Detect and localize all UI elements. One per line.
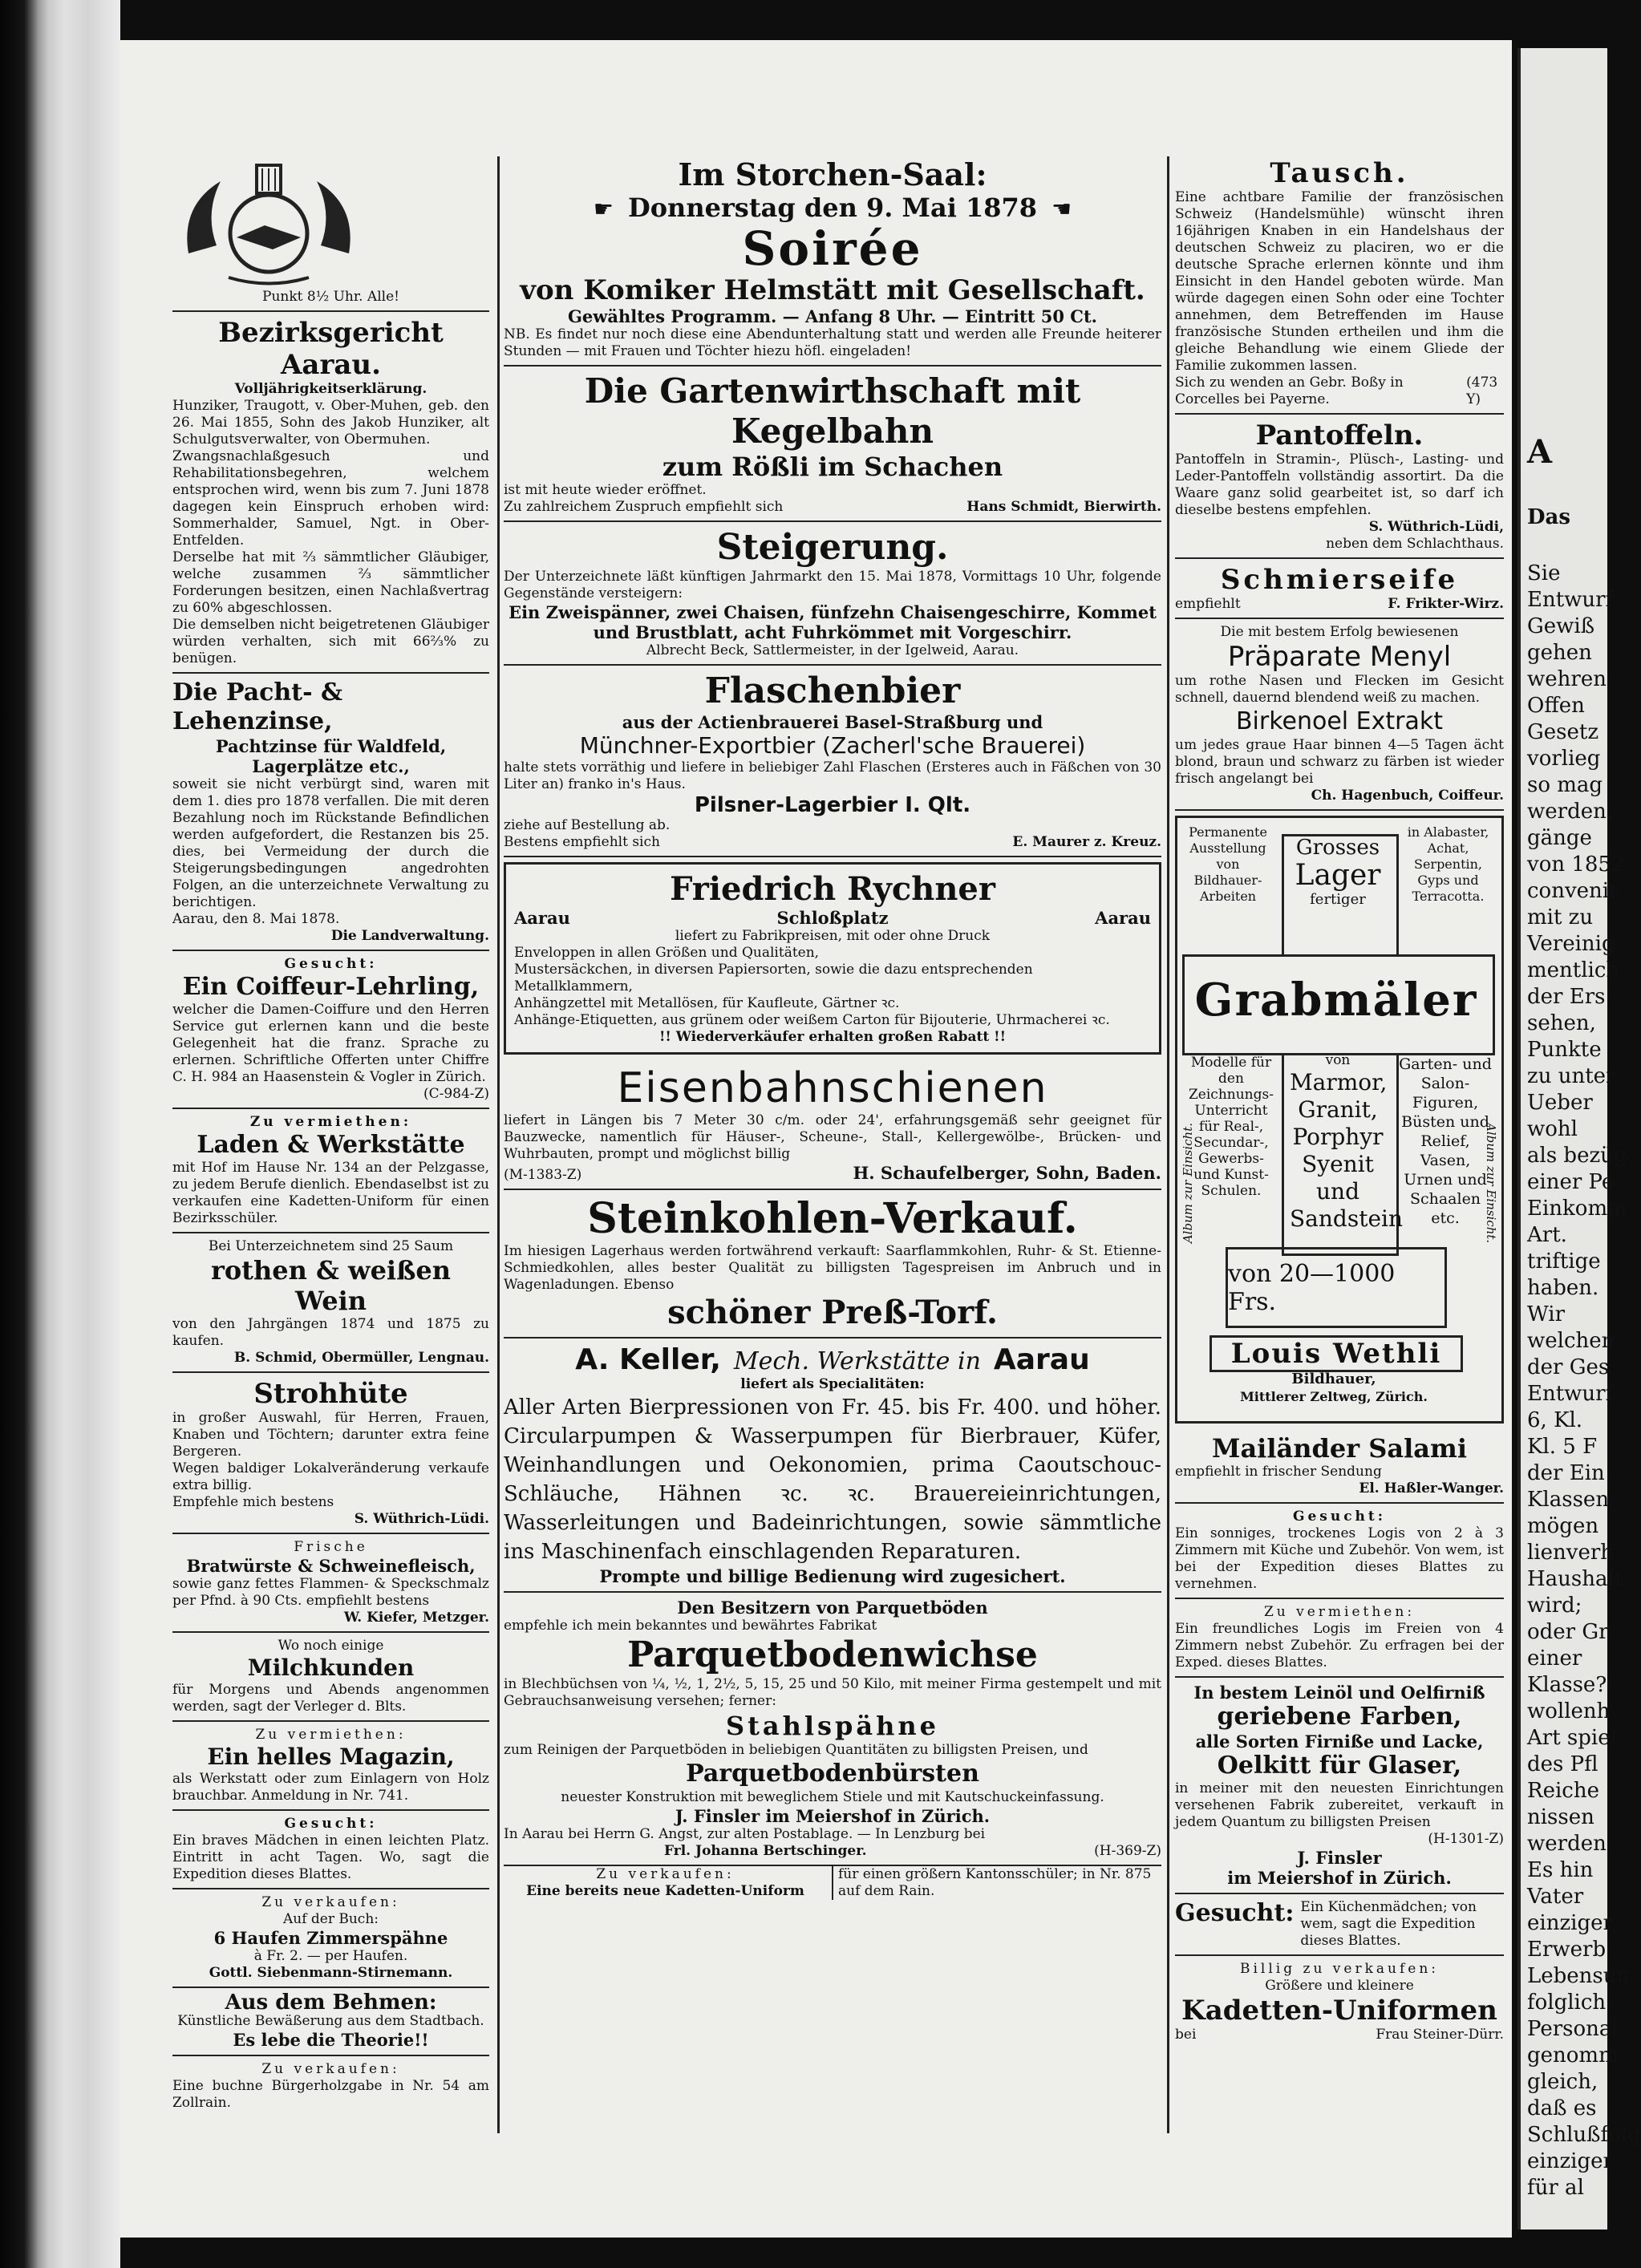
column-rule-right [1167,156,1169,2133]
next-page-fragment: werden [1527,1832,1607,1856]
rychner-text-1: liefert zu Fabrikpreisen, mit oder ohne Druck [675,928,991,944]
column-b [504,152,1161,1900]
keller-foot: Prompte und billige Bedienung wird zugesichert. [599,1566,1066,1586]
grab-top-mid-3: fertiger [1310,891,1366,908]
next-page-fragment: Vater [1527,1885,1584,1909]
storchen-ad [504,152,1161,367]
bottom-split-ad [504,1866,1161,1900]
schmierseife-title: Schmierseife [1220,564,1459,596]
verkaufen-heading-2: Zu verkaufen: [261,2061,400,2077]
parquet-intro: Den Besitzern von Parquetböden [677,1598,988,1618]
next-page-fragment: Schlußfolg [1527,2123,1641,2147]
steigerung-sign: Albrecht Beck, Sattlermeister, in der Igelweid, Aarau. [646,642,1019,658]
next-page-fragment: gänge [1527,826,1592,850]
flaschenbier-text-2: ziehe auf Bestellung ab. [504,817,671,833]
gesucht-heading: Gesucht: [284,956,378,972]
next-page-fragment: Art spiel [1527,1726,1617,1750]
keller-text: Aller Arten Bierpressionen von Fr. 45. bis Fr. 400. und höher. Circularpumpen & Wasserpumpen für Bierbrauer, Küfer, Weinhandlungen und Oekonomien, prima Caoutschouc-Schläuche, Hähnen ꝛc. ꝛc. Brauereieinrichtungen, Wasserleitungen und Badeinrichtungen, sowie sämmtliche ins Maschinenfach einschlagenden Reparaturen. [504,1395,1161,1564]
grab-job: Bildhauer, [1291,1371,1376,1387]
milch-intro: Wo noch einige [278,1638,384,1654]
next-page-fragment: mit zu [1527,905,1594,929]
rychner-title: Friedrich Rychner [670,870,995,908]
farben-text: in meiner mit den neuesten Einrichtungen versehenen Fabrik zubereitet, verkauft in jedem Quantum zu billigsten Preisen [1175,1780,1504,1830]
next-page-fragment: Es hin [1527,1858,1594,1882]
keller-name: A. Keller, [575,1343,721,1376]
farben-sign-2: im Meiershof in Zürich. [1227,1868,1452,1888]
next-page-fragment: oder Gr [1527,1620,1609,1644]
next-page-fragment: Wir [1527,1302,1566,1326]
pointing-hand-icon: ☛ [593,196,614,222]
tausch-title: Tausch. [1270,157,1409,189]
handshake-emblem-icon [172,157,365,286]
grab-mid-mid: Marmor, Granit, Porphyr Syenit und Sandstein [1290,1069,1404,1232]
stroh-text-3: Empfehle mich bestens [172,1494,334,1510]
bezirk-title: Bezirksgericht Aarau. [218,317,444,381]
pantoffeln-sign-2: neben dem Schlachthaus. [1326,536,1504,552]
next-page-fragment: einziger [1527,2149,1613,2173]
wein-sign: B. Schmid, Obermüller, Lengnau. [233,1350,489,1366]
logis-gesucht-ad [1175,1504,1504,1599]
next-page-fragment: Kl. 5 F [1527,1435,1598,1459]
farben-intro: In bestem Leinöl und Oelfirniß [1193,1683,1485,1703]
wein-ad [172,1233,489,1373]
flaschenbier-pils: Pilsner-Lagerbier I. Qlt. [694,793,971,817]
next-page-fragment: sehen, [1527,1011,1596,1035]
next-page-fragment: zu unter [1527,1064,1616,1088]
next-page-fragment: einer Pe [1527,1170,1615,1194]
brat-text: sowie ganz fettes Flammen- & Speckschmalz per Pfnd. à 90 Cts. empfiehlt bestens [172,1576,489,1609]
garten-text: ist mit heute wieder eröffnet. [504,482,707,498]
farben-sub: alle Sorten Firniße und Lacke, [1195,1731,1484,1752]
brat-title: Bratwürste & Schweinefleisch, [186,1556,476,1576]
next-page-fragment: des Pfl [1527,1752,1598,1776]
zimmer-intro: Auf der Buch: [282,1911,379,1927]
next-page-fragment: Lebensun [1527,1964,1631,1988]
eisenbahn-text: liefert in Längen bis 7 Meter 30 c/m. oder 24', erfahrungsgemäß sehr geeignet für Bauzwecke, namentlich für Häuser-, Scheune-, Stall-, Kellergewölbe-, Brücken- und Wuhrbauten, prompt und möglichst billig [504,1112,1161,1162]
pacht-date: Aarau, den 8. Mai 1878. [172,911,340,927]
milch-text: für Morgens und Abends angenommen werden, sagt der Verleger d. Blts. [172,1682,489,1715]
soiree-title: Soirée [742,221,923,276]
next-page-fragment: gleich, [1527,2070,1598,2094]
next-page-fragment: Gewiß [1527,614,1595,638]
vermiethen-heading: Zu vermiethen: [249,1114,412,1130]
grab-addr: Mittlerer Zeltweg, Zürich. [1240,1389,1428,1404]
next-page-fragment: vorlieg [1527,747,1601,771]
next-page-fragment: für al [1527,2176,1584,2200]
komiker-line: von Komiker Helmstätt mit Gesellschaft. [520,274,1145,306]
pantoffeln-text: Pantoffeln in Stramin-, Plüsch-, Lasting- und Leder-Pantoffeln vollständig assortirt. Da die Waare ganz solid gearbeitet ist, so darf ich dieselbe bestens empfehlen. [1175,452,1504,518]
steigerung-ad [504,522,1161,666]
tausch-code: (473 Y) [1466,375,1498,407]
rychner-foot: !! Wiederverkäufer erhalten großen Rabatt !! [658,1029,1007,1045]
stroh-title: Strohhüte [253,1378,408,1410]
steinkohlen-torf: schöner Preß-Torf. [667,1294,998,1331]
stroh-text-2: Wegen baldiger Lokalveränderung verkaufe extra billig. [172,1460,489,1493]
next-page-fragment: Sie [1527,561,1561,585]
verkaufen-heading: Zu verkaufen: [261,1894,400,1910]
column-rule-left [497,156,500,2133]
flaschenbier-text: halte stets vorräthig und liefere in beliebiger Zahl Flaschen (Ersteres auch in Fäßchen von 30 Liter an) franko in's Haus. [504,759,1161,792]
laden-ad [172,1109,489,1233]
farben-title: geriebene Farben, [1217,1703,1462,1731]
vermiethen-heading-2: Zu vermiethen: [255,1727,407,1743]
steinkohlen-text: Im hiesigen Lagerhaus werden fortwährend verkauft: Saarflammkohlen, Ruhr- & St. Etienne-Schmiedkohlen, alles bester Qualität zu billigsten Tagespreisen im Anbruch und in Wagenladungen. Ebenso [504,1243,1161,1293]
kadetten-intro-2: Größere und kleinere [1265,1978,1414,1994]
birkenoel-title: Birkenoel Extrakt [1235,707,1444,735]
milch-title: Milchkunden [247,1654,415,1681]
next-page-fragment: Einkomm [1527,1197,1627,1221]
grab-price: von 20—1000 Frs. [1226,1247,1447,1328]
book-gutter [0,0,120,2268]
stahl-title: Stahlspähne [725,1711,940,1741]
zimmer-title: 6 Haufen Zimmerspähne [213,1928,448,1948]
burst-code: (H-369-Z) [1094,1843,1161,1859]
steigerung-items: Ein Zweispänner, zwei Chaisen, fünfzehn Chaisengeschirre, Kommet und Brustblatt, acht Fuhrkömmet mit Vorgeschirr. [509,602,1157,642]
milch-ad [172,1633,489,1722]
next-page-fragment: convenir [1527,879,1619,903]
brat-ad [172,1534,489,1633]
next-page-fragment: lienverh [1527,1541,1615,1565]
burst-aarau: In Aarau bei Herrn G. Angst, zur alten Postablage. — In Lenzburg bei [504,1826,986,1842]
farben-code: (H-1301-Z) [1428,1831,1504,1847]
next-page-fragment: Ueber [1527,1091,1593,1115]
bottom-left-text: Eine bereits neue Kadetten-Uniform [526,1883,804,1899]
magazin-text: als Werkstatt oder zum Einlagern von Holz brauchbar. Anmeldung in Nr. 741. [172,1771,489,1804]
next-page-fragment: von 1852 [1527,853,1625,877]
garten-sign: Hans Schmidt, Bierwirth. [966,499,1161,515]
logis-vermiethen-ad [1175,1599,1504,1678]
rychner-left: Aarau [514,908,570,928]
tausch-text: Eine achtbare Familie der französischen Schweiz (Handelsmühle) wünscht ihren 16jährigen Knaben in ein Handelshaus der deutschen Schweiz zu placiren, wo er die deutsche Sprache erlernen könnte und ihm Einsicht in den Handel geboten würde. Man würde dagegen einen Sohn oder eine Tochter annehmen, dem Betreffenden im Hause französische Stunden ertheilen und ihm die gleiche Behandlung wie einem Gliede der Familie zukommen lassen. [1175,189,1504,374]
flaschenbier-sub: aus der Actienbrauerei Basel-Straßburg und [622,712,1043,732]
steinkohlen-title: Steinkohlen-Verkauf. [587,1194,1078,1243]
farben-sign: J. Finsler [1297,1848,1382,1868]
next-page-fragment: 6, Kl. [1527,1408,1583,1432]
grab-side-right: Album zur Einsicht. [1484,1123,1498,1244]
next-page-fragment: Gesetz [1527,720,1599,744]
keller-mid: Mech. Werkstätte in [733,1347,981,1375]
next-page-fragment: der Ers [1527,985,1606,1009]
next-page-fragment: gehen [1527,641,1592,665]
rychner-ad [504,862,1161,1055]
zimmer-price: à Fr. 2. — per Haufen. [253,1948,408,1964]
flaschenbier-title: Flaschenbier [704,670,961,711]
next-page-fragment: wehren [1527,667,1607,691]
zwangs-text-3: Die demselben nicht beigetretenen Gläubiger würden verhalten, sich mit 66⅔% zu benügen. [172,617,489,666]
grab-mid-right: Garten- und Salon-Figuren, Büsten und Relief, Vasen, Urnen und Schaalen etc. [1399,1055,1492,1227]
column-a [172,152,489,2116]
garten-title: Die Gartenwirthschaft mit Kegelbahn [584,371,1081,451]
behmen-text-2: Es lebe die Theorie!! [233,2030,429,2050]
schmierseife-ad [1175,559,1504,619]
kadetten-ad [1175,1956,1504,2048]
coiffeur-ad [172,951,489,1109]
next-page-fragment: der Ein [1527,1461,1605,1485]
pacht-title: Die Pacht- & Lehenzinse, [172,678,343,735]
next-page-fragment: Vereinig [1527,932,1615,956]
next-page-fragment: A [1527,433,1553,471]
next-page-fragment: triftige [1527,1249,1601,1274]
coiffeur-code: (C-984-Z) [423,1086,489,1102]
parquet-text: in Blechbüchsen von ¼, ½, 1, 2½, 5, 15, 25 und 50 Kilo, mit meiner Firma gestempelt und mit Gebrauchsanweisung versehen; ferner: [504,1676,1161,1709]
parquet-intro-2: empfehle ich mein bekanntes und bewährtes Fabrikat [504,1618,877,1634]
schmierseife-text: empfiehlt [1175,596,1241,612]
storchen-date: Donnerstag den 9. Mai 1878 [627,192,1038,223]
bezirk-sub: Volljährigkeitserklärung. [234,381,427,397]
rychner-right: Aarau [1095,908,1151,928]
kadetten-intro: Billig zu verkaufen: [1239,1961,1440,1977]
kadetten-sign: Frau Steiner-Dürr. [1376,2027,1504,2043]
next-page-fragment: Punkte [1527,1038,1602,1062]
next-page-fragment: mögen [1527,1514,1599,1538]
next-page-fragment: Entwurf [1527,1382,1614,1406]
menyl-ad [1175,619,1504,811]
parquet-ad [504,1593,1161,1866]
flaschenbier-sub-2: Münchner-Exportbier (Zacherl'sche Brauerei) [579,732,1086,759]
keller-sub: liefert als Specialitäten: [740,1376,925,1392]
salami-ad [1175,1428,1504,1504]
tausch-text-2: Sich zu wenden an Gebr. Boßy in Corcelles bei Payerne. [1175,375,1404,407]
grabmaeler-ad [1175,816,1504,1424]
pantoffeln-ad [1175,415,1504,559]
next-page-fragment: einziger [1527,1911,1613,1935]
gesucht-heading-3: Gesucht: [1292,1509,1387,1525]
next-page-fragment: welchen [1527,1329,1615,1353]
wein-intro: Bei Unterzeichnetem sind 25 Saum [208,1238,454,1254]
menyl-title: Präparate Menyl [1227,641,1452,673]
kadetten-title: Kadetten-Uniformen [1181,1995,1497,2027]
pantoffeln-title: Pantoffeln. [1255,419,1424,452]
next-page-fragment: wohl [1527,1117,1578,1141]
parquet-title: Parquetbodenwichse [627,1634,1038,1675]
next-page-fragment: wird; [1527,1594,1582,1618]
salami-sign: El. Haßler-Wanger. [1359,1480,1504,1496]
eisenbahn-title: Eisenbahnschienen [617,1064,1048,1112]
flaschenbier-sign: E. Maurer z. Kreuz. [1012,834,1161,850]
stroh-ad [172,1373,489,1534]
grab-mid-left: Modelle für den Zeichnungs-Unterricht für Real-, Secundar-, Gewerbs- und Kunst-Schulen. [1189,1055,1274,1199]
kuechen-text: Ein Küchenmädchen; von wem, sagt die Expedition dieses Blattes. [1300,1899,1477,1949]
storchen-title: Im Storchen-Saal: [678,156,987,192]
coiffeur-title: Ein Coiffeur-Lehrling, [182,973,480,1001]
vermiethen-text: Ein freundliches Logis im Freien von 4 Zimmern nebst Zubehör. Zu erfragen bei der Exped. dieses Blattes. [1175,1621,1504,1671]
stroh-sign: S. Wüthrich-Lüdi. [354,1511,489,1527]
kuechen-ad [1175,1894,1504,1956]
next-page-fragment: Klassen [1527,1488,1610,1512]
steigerung-title: Steigerung. [716,527,949,568]
next-page-fragment: folglich [1527,1991,1607,2015]
salami-title: Mailänder Salami [1212,1433,1467,1464]
magazin-ad [172,1722,489,1811]
laden-title: Laden & Werkstätte [197,1131,465,1159]
farben-sub-2: Oelkitt für Glaser, [1217,1752,1462,1780]
zimmer-sign: Gottl. Siebenmann-Stirnemann. [209,1965,453,1981]
next-page-fragment: Personal [1527,2017,1619,2041]
next-page-fragment: mentlich [1527,958,1620,982]
rychner-text-4: Anhängzettel mit Metallösen, für Kaufleute, Gärtner ꝛc. [514,995,900,1011]
bottom-right-text: für einen größern Kantonsschüler; in Nr. 875 auf dem Rain. [838,1866,1152,1899]
next-page-fragment: Entwurf [1527,588,1614,612]
maedchen-text: Ein braves Mädchen in einen leichten Platz. Eintritt in acht Tagen. Wo, sagt die Expedition dieses Blattes. [172,1833,489,1882]
next-page-fragment: Art. [1527,1223,1567,1247]
pacht-sign: Die Landverwaltung. [330,928,489,944]
next-page-fragment: der Ges [1527,1355,1610,1379]
next-page-fragment: Haushalt [1527,1567,1623,1591]
menyl-intro: Die mit bestem Erfolg bewiesenen [1220,624,1459,640]
burst-title: Parquetbodenbürsten [686,1760,979,1788]
logis-text: Ein sonniges, trockenes Logis von 2 à 3 Zimmern mit Küche und Zubehör. Von wem, ist bei der Expedition dieses Blattes zu vernehmen. [1175,1525,1504,1592]
burst-text: neuester Konstruktion mit beweglichem Stiele und mit Kautschuckeinfassung. [561,1789,1104,1805]
pacht-text: soweit sie nicht verbürgt sind, waren mit dem 1. dies pro 1878 verfallen. Die mit deren Bezahlung noch im Rückstande Befindlichen werden aufgefordert, die Restanzen bis 25. dies, bei Vermeidung der durch die Steigerungsbedingungen angedrohten Folgen, an die unterzeichnete Verwaltung zu berichtigen. [172,776,489,910]
rychner-text-5: Anhänge-Etiquetten, aus grünem oder weißem Carton für Bijouterie, Uhrmacherei ꝛc. [514,1012,1110,1028]
grab-top-left: Permanente Ausstellung von Bildhauer-Arbeiten [1189,824,1267,904]
eisenbahn-ad [504,1059,1161,1190]
kuechen-head: Gesucht: [1175,1899,1295,1927]
grab-title: Grabmäler [1194,974,1478,1027]
zwangs-text: Zwangsnachlaßgesuch und Rehabilitationsbegehren, welchem entsprochen wird, wenn bis zum 7. Juni 1878 dagegen kein Einspruch erhoben wird: Sommerhalder, Samuel, Ngt. in Ober-Entfelden. [172,448,489,549]
column-c [1175,152,1504,2048]
pacht-ad [172,674,489,951]
laden-text: mit Hof im Hause Nr. 134 an der Pelzgasse, zu jedem Berufe dienlich. Ebendaselbst ist zu verkaufen eine Kadetten-Uniform für einen Bezirksschüler. [172,1160,489,1226]
schmierseife-sign: F. Frikter-Wirz. [1388,596,1504,612]
grab-top-right: in Alabaster, Achat, Serpentin, Gyps und Terracotta. [1407,824,1489,904]
birkenoel-sign: Ch. Hagenbuch, Coiffeur. [1311,788,1504,804]
grab-mid-von: von [1325,1052,1351,1068]
rychner-text-3: Mustersäckchen, in diversen Papiersorten, sowie die dazu entsprechenden Metallklammern, [514,962,1033,994]
zimmer-ad [172,1889,489,1988]
next-page-fragment: Erwerb [1527,1938,1607,1962]
wein-text: von den Jahrgängen 1874 und 1875 zu kaufen. [172,1316,489,1349]
grab-side-left: Album zur Einsicht. [1181,1123,1195,1244]
next-page-fragment: einer [1527,1646,1582,1671]
pointing-hand-icon: ☚ [1051,196,1072,222]
next-page-fragment: nissen [1527,1805,1594,1829]
stroh-text: in großer Auswahl, für Herren, Frauen, Knaben und Töchtern; darunter extra feine Bergeren. [172,1410,489,1460]
kadetten-text: bei [1175,2027,1197,2043]
burst-lenz: Frl. Johanna Bertschinger. [664,1843,867,1859]
garten-text-2: Zu zahlreichem Zuspruch empfiehlt sich [504,499,784,515]
rychner-text-2: Enveloppen in allen Größen und Qualitäten, [514,945,820,961]
steigerung-text: Der Unterzeichnete läßt künftigen Jahrmarkt den 15. Mai 1878, Vormittags 10 Uhr, folgende Gegenstände versteigern: [504,569,1161,601]
pantoffeln-sign: S. Wüthrich-Lüdi, [1368,519,1504,535]
birkenoel-text: um jedes graue Haar binnen 4—5 Tagen ächt blond, braun und schwarz zu färben ist wieder frisch angelangt bei [1175,737,1504,787]
keller-ad [504,1339,1161,1593]
wein-title: rothen & weißen Wein [210,1255,452,1316]
grab-top-mid-2: Lager [1295,859,1381,892]
keller-place: Aarau [993,1343,1090,1376]
programm-line: Gewähltes Programm. — Anfang 8 Uhr. — Eintritt 50 Ct. [567,306,1097,326]
next-page-fragment: Offen [1527,694,1585,718]
next-page-fragment: Reiche [1527,1779,1599,1803]
behmen-text: Künstliche Bewäßerung aus dem Stadtbach. [177,2013,484,2029]
eisenbahn-code: (M-1383-Z) [504,1167,582,1183]
menyl-text: um rothe Nasen und Flecken im Gesicht schnell, dauernd blendend weiß zu machen. [1175,673,1504,706]
next-page-edge [1517,48,1641,2230]
frische-heading: Frische [294,1539,368,1555]
stahl-text: zum Reinigen der Parquetböden in beliebigen Quantitäten zu billigsten Preisen, und [504,1742,1088,1758]
grab-name: Louis Wethli [1209,1335,1463,1372]
behmen-title: Aus dem Behmen: [225,1991,437,2015]
next-page-fragment: genomm [1527,2043,1619,2068]
next-page-fragment: werden. [1527,800,1614,824]
burst-sign: J. Finsler im Meiershof in Zürich. [675,1806,991,1826]
steinkohlen-ad [504,1190,1161,1339]
next-page-fragment: haben. [1527,1276,1599,1300]
next-page-fragment: Das [1527,505,1571,529]
flaschenbier-text-3: Bestens empfiehlt sich [504,834,660,850]
gesucht-heading-2: Gesucht: [284,1816,378,1832]
brat-sign: W. Kiefer, Metzger. [343,1610,489,1626]
eisenbahn-sign: H. Schaufelberger, Sohn, Baden. [853,1163,1161,1183]
magazin-title: Ein helles Magazin, [207,1744,455,1770]
bezirk-text: Hunziker, Traugott, v. Ober-Muhen, geb. den 26. Mai 1855, Sohn des Jakob Hunziker, alt Schulgutsverwalter, von Obermuhen. [172,398,489,448]
maedchen-ad [172,1811,489,1889]
garten-ad [504,367,1161,522]
bezirk-ad [172,312,489,674]
emblem-caption: Punkt 8½ Uhr. Alle! [262,289,399,305]
next-page-fragment: daß es [1527,2096,1597,2120]
behmen-ad [172,1988,489,2056]
zwangs-text-2: Derselbe hat mit ⅔ sämmtlicher Gläubiger, welche zusammen ⅔ sämmtlicher Forderungen besitzen, einen Nachlaßvertrag zu 60% abgeschlossen. [172,549,489,616]
holz-ad [172,2056,489,2116]
vermiethen-heading-3: Zu vermiethen: [1263,1604,1416,1620]
next-page-fragment: so mag [1527,773,1603,797]
next-page-fragment: als bezüg [1527,1144,1627,1168]
coiffeur-text: welcher die Damen-Coiffure und den Herren Service gut erlernen kann und die beste Gelegenheit hat die franz. Sprache zu erlernen. Schriftliche Offerten unter Chiffre C. H. 984 an Haasenstein & Vogler in Zürich. [172,1002,489,1085]
emblem-ad [172,152,489,312]
bottom-left-head: Zu verkaufen: [596,1866,735,1882]
tausch-ad [1175,152,1504,415]
rychner-mid: Schloßplatz [776,908,889,928]
garten-sub: zum Rößli im Schachen [662,452,1003,482]
farben-ad [1175,1678,1504,1894]
pacht-sub: Pachtzinse für Waldfeld, Lagerplätze etc., [215,736,447,776]
nb-text: NB. Es findet nur noch diese eine Abendunterhaltung statt und werden alle Freunde heiterer Stunden — mit Frauen und Töchter hiezu höfl. eingeladen! [504,326,1161,359]
salami-text: empfiehlt in frischer Sendung [1175,1464,1382,1480]
next-page-fragment: wollenh [1527,1699,1611,1723]
holz-text: Eine buchne Bürgerholzgabe in Nr. 54 am Zollrain. [172,2078,489,2111]
flaschenbier-ad [504,666,1161,857]
grab-top-mid-1: Grosses [1295,836,1380,860]
next-page-fragment: Klasse? [1527,1673,1607,1697]
